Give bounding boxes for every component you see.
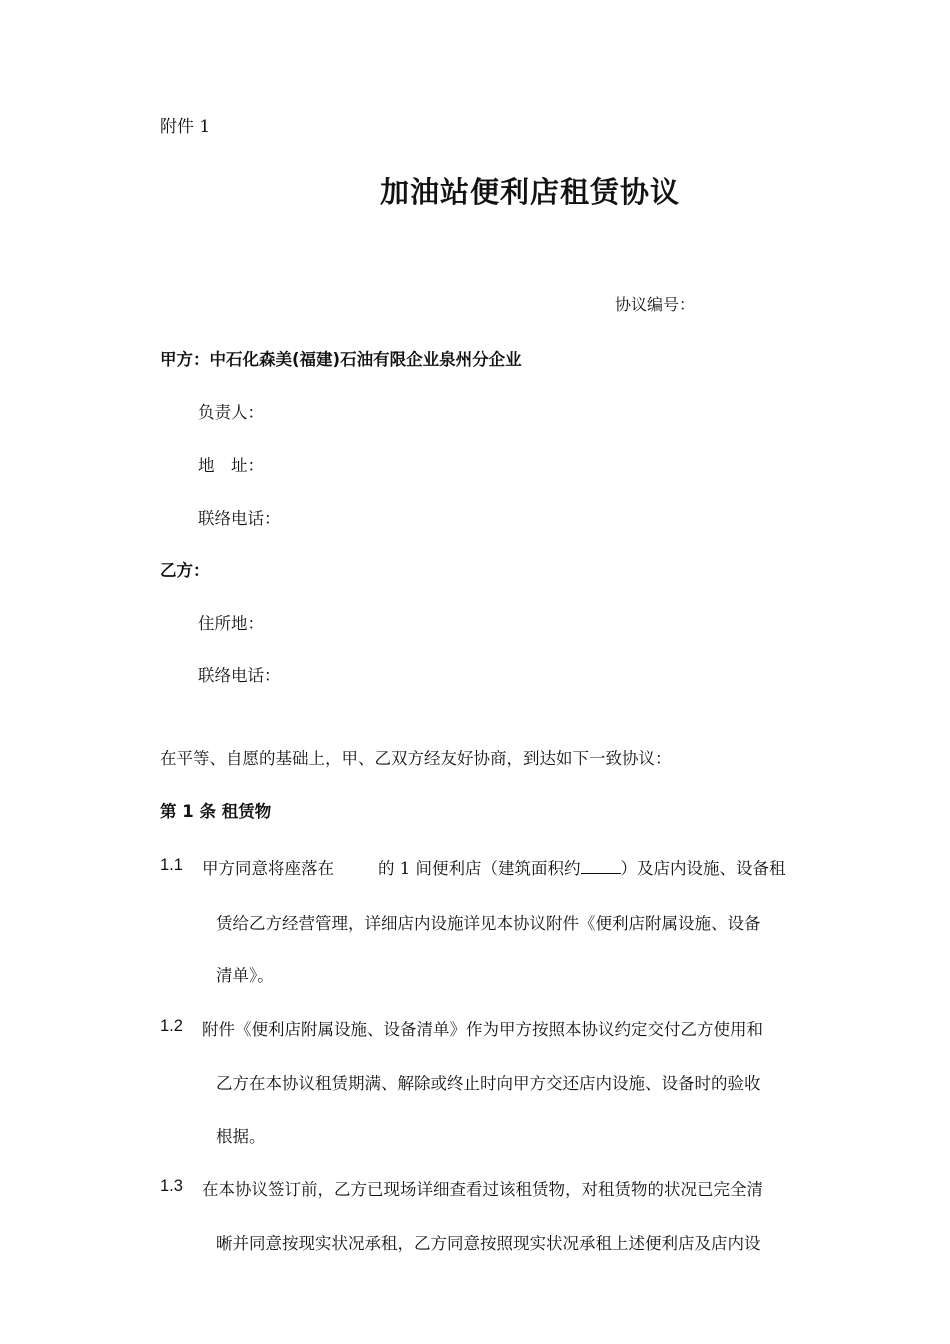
party-a-phone: 联络电话： [198, 509, 281, 528]
clause-1-2-line-2: 乙方在本协议租赁期满、解除或终止时向甲方交还店内设施、设备时的验收 [216, 1074, 761, 1093]
clause-1-3-line-1: 在本协议签订前，乙方已现场详细查看过该租赁物，对租赁物的状况已完全清 [202, 1180, 763, 1199]
party-a-address: 地 址： [198, 456, 264, 475]
party-a-label: 甲方：中石化森美(福建)石油有限企业泉州分企业 [160, 350, 522, 369]
party-b-label: 乙方： [160, 561, 210, 580]
clause-text: 的 1 间便利店（建筑面积约 [378, 859, 581, 878]
clause-number: 1.2 [160, 1017, 183, 1035]
clause-1-1-line-1 [202, 855, 786, 879]
document-title: 加油站便利店租赁协议 [380, 175, 681, 209]
clause-text: ）及店内设施、设备租 [620, 859, 786, 878]
clause-1-3-line-2: 晰并同意按现实状况承租，乙方同意按照现实状况承租上述便利店及店内设 [216, 1234, 761, 1253]
article-1-heading: 第 1 条 租赁物 [160, 802, 272, 821]
clause-1-1-line-3: 清单》。 [216, 966, 274, 985]
attachment-label: 附件 1 [160, 117, 211, 137]
clause-number: 1.1 [160, 856, 183, 874]
clause-1-2-line-1: 附件《便利店附属设施、设备清单》作为甲方按照本协议约定交付乙方使用和 [202, 1020, 763, 1039]
clause-1-2-line-3: 根据。 [216, 1127, 266, 1146]
party-b-phone: 联络电话： [198, 666, 281, 685]
party-a-responsible-person: 负责人： [198, 403, 264, 422]
intro-paragraph: 在平等、自愿的基础上，甲、乙双方经友好协商，到达如下一致协议： [160, 749, 672, 768]
clause-text: 甲方同意将座落在 [202, 859, 334, 878]
clause-1-1-line-2: 赁给乙方经营管理，详细店内设施详见本协议附件《便利店附属设施、设备 [216, 914, 761, 933]
party-b-residence: 住所地： [198, 614, 264, 633]
clause-number: 1.3 [160, 1177, 183, 1195]
agreement-number-label: 协议编号： [615, 295, 696, 314]
area-blank [581, 859, 621, 874]
